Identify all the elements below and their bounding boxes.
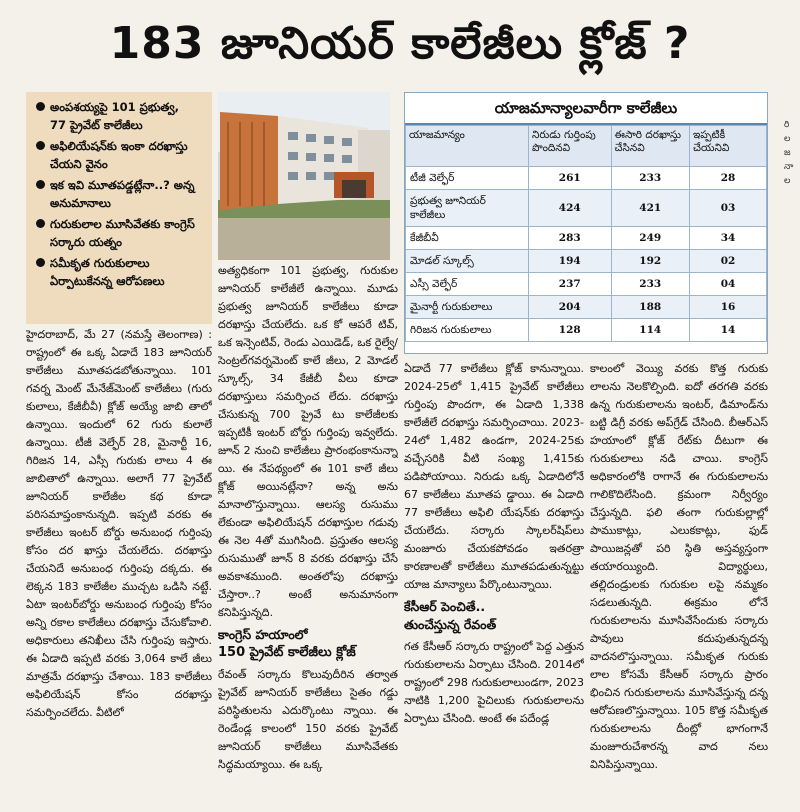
table-cell: 128: [529, 319, 612, 342]
table-cell: 34: [690, 227, 767, 250]
highlights-box: [26, 92, 212, 324]
college-photo: [218, 92, 390, 260]
table-header: నిరుడు గుర్తింపు పొందినవి: [529, 126, 612, 167]
table-header: యాజమాన్యం: [406, 126, 529, 167]
subheading: [404, 598, 584, 634]
table-cell: 249: [611, 227, 689, 250]
table-row: [406, 167, 767, 190]
subheading: [218, 626, 398, 662]
table-cell: 194: [529, 250, 612, 273]
table-row: [406, 227, 767, 250]
article-paragraph: కాలంలో వెయ్యి వరకు కొత్త గురుకు లాలను నెలకొల్పింది. ఐదో తరగతి వరకు ఉన్న గురుకులాలను ఇంటర్, డిమాండ్‌ను బట్టి డిగ్రీ వరకు అప్‌గ్రేడ్ చేసింది. బీఆర్‌ఎస్ హయాంలో క్లోజ్ రేట్‌కు దీటుగా ఈ గురుకులాలు నడి చాయి. కాంగ్రెస్ అధికారంలోకి రాగానే ఈ గురుకులాలను గాలికొదిలేసింది. క్రమంగా నిర్వీర్యం చేస్తున్నది. ఫలి తంగా గురుకుల్లాల్లో పాముకాట్లు, ఎలుకకాట్లు, ఫుడ్ పాయిజన్లతో పరి స్థితి అస్తవ్యస్తంగా తయారయ్యింది. విద్యార్థులు, తల్లిదండ్రులకు గురుకుల లపై నమ్మకం సడలుతున్నది. ఈక్రమం లోనే గురుకులాలను మూసివేసేందుకు సర్కారు పావులు కదుపుతున్నదన్న వాదనలొస్తున్నాయి. సమీకృత గురుకు లాల కోసమే కేసీఆర్ సర్కారు ప్రారం భించిన గురుకులాలను మూసివేస్తున్న దన్న ఆరోపణలొస్తున్నాయి. 105 కొత్త సమీకృత గురుకులాలను దీంట్లో భాగంగానే మంజూరుచేశారన్న వాద నలు వినిపిస్తున్నాయి.: [590, 362, 768, 771]
highlight-item: అంపశయ్యపై 101 ప్రభుత్వ, 77 ప్రైవేట్ కాలేజీలు: [36, 98, 206, 134]
table-cell: ఎస్సీ వెల్ఫేర్: [406, 273, 529, 296]
article-column-3: [404, 360, 584, 812]
table-cell: 14: [690, 319, 767, 342]
table-row: [406, 190, 767, 227]
article-paragraph: ఏడాదే 77 కాలేజీలు క్లోజ్ కానున్నాయి. 2024-25లో 1,415 ప్రైవేట్ కాలేజీలు గుర్తింపు పొందగా, ఈ ఏడాది 1,338 కాలేజీలే దరఖాస్తు సమర్పించాయి. 2023-24లో 1,482 ఉండగా, 2024-25కు వచ్చేసరికి వీటి సంఖ్య 1,415కు పడిపోయాయి. నిరుడు ఒక్క ఏడాదిలోనే 67 కాలేజీలు మూతప డ్డాయి. ఈ ఏడాది 77 కాలేజీలు అఫిలి యేషన్‌కు దరఖాస్తు చేయలేదు. సర్కారు స్కాలర్‌షిప్‌లు మంజూరు చేయకపోవడం ఇతరత్రా కారణాలతో కాలేజీలు మూతపడుతున్నట్టు యాజ మాన్యాలు పేర్కొంటున్నాయి.: [404, 362, 584, 591]
table-cell: 28: [690, 167, 767, 190]
table-cell: 192: [611, 250, 689, 273]
subheading-line: 150 ప్రైవేట్ కాలేజీలు క్లోజ్: [218, 645, 356, 660]
table-header: ఇప్పటికీ చేయనివి: [690, 126, 767, 167]
table-cell: కేజీబీవీ: [406, 227, 529, 250]
table-row: [406, 319, 767, 342]
highlight-item: గురుకులాల మూసివేతకు కాంగ్రెస్ సర్కారు యత్నం: [36, 215, 206, 251]
table-cell: 261: [529, 167, 612, 190]
headline: 183 జూనియర్ కాలేజీలు క్లోజ్ ?: [109, 18, 691, 69]
table-cell: 04: [690, 273, 767, 296]
table-cell: 204: [529, 296, 612, 319]
table-cell: ప్రభుత్వ జూనియర్ కాలేజీలు: [406, 190, 529, 227]
highlight-item: అఫిలియేషన్‌కు ఇంకా దరఖాస్తు చేయని వైనం: [36, 137, 206, 173]
article-paragraph: హైదరాబాద్, మే 27 (నమస్తే తెలంగాణ) : రాష్ట్రంలో ఈ ఒక్క ఏడాదే 183 జూనియర్ కాలేజీలు మూతపడబోతున్నాయి. 101 గవర్న మెంట్ మేనేజ్‌మెంట్ కాలేజీలు (గురు కులాలు, కేజీబీవీ) క్లోజ్ అయ్యే జాబి తాలో ఉన్నాయి. ఇందులో 62 గురు కులాలే ఉన్నాయి. టీజీ వెల్ఫేర్ 28, మైనార్టీ 16, గిరిజన 14, ఎస్సీ గురుకు లాలు 4 ఈ జాబితాలో ఉన్నాయి. అలాగే 77 ప్రైవేట్ జూనియర్ కాలేజీల కథ కూడా పరిసమాప్తంకానున్నది. ఇప్పటి వరకు ఈ కాలేజీలు ఇంటర్ బోర్డు అనుబంధ గుర్తింపు కోసం దర ఖాస్తు చేయలేదు. దరఖాస్తు చేయనిదే అనుబంధ గుర్తింపు దక్కదు. ఈ లెక్కన 183 కాలేజీల ముచ్చట ఒడిసి నట్టే. ఏటా ఇంటర్‌బోర్డు అనుబంధ గుర్తింపు కోసం అన్ని రకాల కాలేజీలు దరఖాస్తు చేసుకోవాలి. అధికారులు తనిఖీలు చేసి గుర్తింపు ఇస్తారు. ఈ ఏడాది ఇప్పటి వరకు 3,064 కాలే జీలు మాత్రమే దరఖాస్తు చేశాయి. 183 కాలేజీలు అఫిలియేషన్ కోసం దరఖాస్తు సమర్పించలేదు. వీటిలో: [26, 328, 212, 719]
table-row: [406, 250, 767, 273]
highlight-item: ఇక ఇవి మూతపడ్డట్లేనా..? అన్న అనుమానాలు: [36, 176, 206, 212]
table-header: ఈసారి దరఖాస్తు చేసినవి: [611, 126, 689, 167]
table-cell: 233: [611, 167, 689, 190]
table-cell: 03: [690, 190, 767, 227]
table-cell: టీజీ వెల్ఫేర్: [406, 167, 529, 190]
table-cell: 421: [611, 190, 689, 227]
table-title: యాజమాన్యాలవారీగా కాలేజీలు: [405, 93, 767, 125]
article-paragraph: గత కేసీఆర్ సర్కారు రాష్ట్రంలో పెద్ద ఎత్తున గురుకులాలను ఏర్పాటు చేసింది. 2014లో రాష్ట్రంలో 298 గురుకులాలుండగా, 2023 నాటికి 1,200 పైచిలుకు గురుకులాలను ఏర్పాటు చేసింది. అంటే ఈ పదేండ్ల: [404, 640, 584, 725]
subheading-line: తుంచేస్తున్న రేవంత్: [404, 617, 497, 632]
table-cell: మైనార్టీ గురుకులాలు: [406, 296, 529, 319]
table-cell: మోడల్ స్కూల్స్: [406, 250, 529, 273]
table-row: [406, 296, 767, 319]
highlight-item: సమీకృత గురుకులాలు ఏర్పాటుకేనన్న ఆరోపణలు: [36, 254, 206, 290]
table-cell: 424: [529, 190, 612, 227]
article-paragraph: అత్యధికంగా 101 ప్రభుత్వ, గురుకుల జూనియర్ కాలేజీలే ఉన్నాయి. మూడు ప్రభుత్వ జూనియర్ కాలేజీలు కూడా దరఖాస్తు చేయలేదు. ఒక కో ఆపరే టివ్, ఒక ఇన్సెంటివ్, రెండు ఎయిడెడ్, ఒక రైల్వే/సెంట్రల్‌గవర్నమెంట్ కాలే జీలు, 2 మోడల్ స్కూల్స్, 34 కేజీబీ వీలు కూడా దరఖాస్తులు సమర్పించ లేదు. దరఖాస్తు చేసుకున్న 700 ప్రైవే టు కాలేజీలకు ఇప్పటికీ ఇంటర్ బోర్డు గుర్తింపు ఇవ్వలేదు. జూన్ 2 నుంచి కాలేజీలు ప్రారంభంకానున్నా యి. ఈ నేపథ్యంలో ఈ 101 కాలే జీలు క్లోజ్ అయినట్లేనా? అన్న అను మానాలొస్తున్నాయి. ఆలస్య రుసుము లేకుండా అఫిలియేషన్ దరఖాస్తుల గడువు ఈ నెల 4తో ముగిసింది. ప్రస్తుతం ఆలస్య రుసుముతో జూన్ 8 వరకు దరఖాస్తు చేసే అవకాశముంది. అంతలోపు దరఖాస్తు చేస్తారా..? అంటే అనుమానంగా కనిపిస్తున్నది.: [218, 264, 398, 619]
table-cell: గిరిజన గురుకులాలు: [406, 319, 529, 342]
table-cell: 02: [690, 250, 767, 273]
subheading-line: కాంగ్రెస్ హయాంలో: [218, 627, 308, 642]
table-cell: 188: [611, 296, 689, 319]
article-column-1: [26, 326, 212, 812]
subheading-line: కేసీఆర్ పెంచితే..: [404, 599, 486, 614]
table-cell: 114: [611, 319, 689, 342]
table-cell: 237: [529, 273, 612, 296]
table-cell: 283: [529, 227, 612, 250]
table-cell: 16: [690, 296, 767, 319]
adjacent-article-edge: రి ల జ నా ల: [784, 120, 794, 186]
article-column-2: [218, 262, 398, 812]
colleges-table: [404, 92, 768, 354]
article-paragraph: రేవంత్ సర్కారు కొలువుదీరిన తర్వాత ప్రైవేట్ జూనియర్ కాలేజీలు సైతం గడ్డు పరిస్థితులను ఎదుర్కొంటు న్నాయి. ఈ రెండేండ్ల కాలంలో 150 వరకు ప్రైవేట్ జూనియర్ కాలేజీలు మూసివేతకు సిద్ధమయ్యాయి. ఈ ఒక్క: [218, 668, 398, 771]
article-column-4: [590, 360, 768, 812]
table-row: [406, 273, 767, 296]
table-cell: 233: [611, 273, 689, 296]
